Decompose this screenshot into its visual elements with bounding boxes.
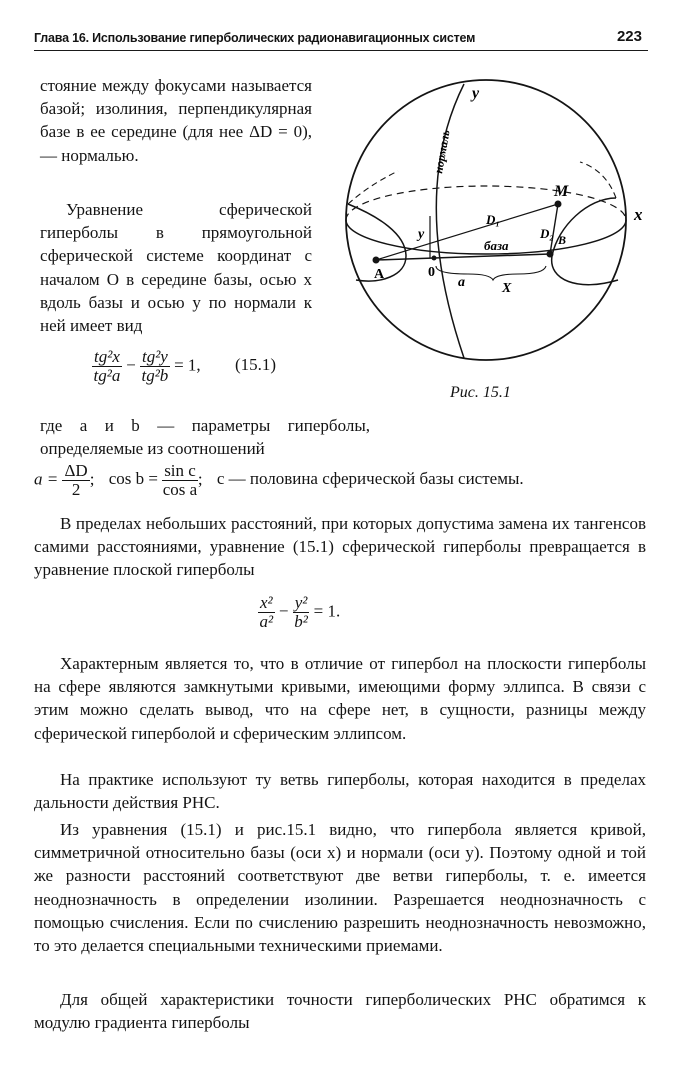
label-M: M <box>554 183 569 200</box>
point-B <box>547 251 554 258</box>
paragraph-practice: На практике используют ту ветвь гиперболы, которая находится в пределах дальности действия РНС. <box>34 770 646 813</box>
x-brace <box>436 266 546 280</box>
formula-plane-hyperbola: $\frac{\text{x²}}{\text{a²}}$ − $\frac{\text{y²}}{\text{b²}}$ = 1. <box>259 593 341 631</box>
label-a: a <box>458 275 465 290</box>
label-y-segment: y <box>418 227 425 242</box>
label-normal: нормаль <box>431 128 453 175</box>
fraction-sin-cos: $\frac{\text{sin c}}{\text{cos a}}$ <box>162 461 198 499</box>
label-B: B <box>558 233 567 247</box>
figure-15-1 <box>318 66 658 376</box>
page-number: 223 <box>616 28 642 45</box>
paragraph-equation-intro: Уравнение сферической гиперболы в прямоугольной сферической системе координат с началом O в середине базы, осью x вдоль базы и осью y по нормали к ней имеет вид <box>40 200 312 336</box>
label-base: база <box>484 238 509 253</box>
running-header <box>34 28 648 51</box>
fraction-tgx: $\frac{\text{tg²x}}{\text{tg²a}}$ <box>93 347 121 385</box>
label-A: A <box>374 267 385 282</box>
parameter-relations: a = $\frac{\Delta D}{2}$ ; cos b = $\frac{\text{sin c}}{\text{cos a}}$ ; c — половина сферической базы системы. <box>34 461 524 499</box>
fraction-tgy: $\frac{\text{tg²y}}{\text{tg²b}}$ <box>141 347 169 385</box>
chapter-title: Глава 16. Использование гиперболических радионавигационных систем <box>34 31 476 45</box>
paragraph-closed-curves: Характерным является то, что в отличие от гипербол на плоскости гиперболы на сфере являются замкнутыми кривыми, имеющими форму эллипса. В связи с этим можно сделать вывод, что на сфере нет, в сущности, разницы между сферической гиперболой и сферическим эллипсом. <box>34 654 646 743</box>
label-O: 0 <box>428 265 435 280</box>
point-A <box>373 257 380 264</box>
formula-15-1: $\frac{\text{tg²x}}{\text{tg²a}}$ − $\frac{\text{tg²y}}{\text{tg²b}}$ = 1, (15.1) <box>93 347 277 385</box>
paragraph-small-distances: В пределах небольших расстояний, при которых допустима замена их тангенсов самими расстояниями, уравнение (15.1) сферической гиперболы превращается в уравнение плоской гиперболы <box>34 514 646 580</box>
normal-meridian <box>436 84 464 358</box>
equation-number: (15.1) <box>234 355 277 375</box>
label-X: X <box>502 281 512 296</box>
label-D1: D₁ <box>486 212 500 227</box>
paragraph-parameters: где a и b — параметры гиперболы, определяемые из соотношений <box>40 416 370 459</box>
fraction-delta-d: $\frac{\Delta D}{2}$ <box>64 461 88 499</box>
label-D2: D₂ <box>540 226 554 241</box>
figure-caption: Рис. 15.1 <box>450 384 511 401</box>
base-line <box>376 254 550 260</box>
point-O <box>432 256 437 261</box>
paragraph-symmetry: Из уравнения (15.1) и рис.15.1 видно, что гипербола является кривой, симметричной относительно базы (оси x) и нормали (оси y). Поэтому одной и той же разности расстояний соответствуют две ветви гиперболы, т. е. имеется неоднозначность в определении изолинии. Разрешается неоднозначность с помощью счисления. Если по счислению разрешить неоднозначность невозможно, то это делается специальными техническими приемами. <box>34 820 646 956</box>
point-M <box>555 201 562 208</box>
paragraph-base-definition: стояние между фокусами называется базой; изолиния, перпендикулярная базе в ее середине (для нее ΔD = 0), — нормалью. <box>40 76 312 165</box>
label-x-axis: x <box>634 205 643 224</box>
paragraph-accuracy: Для общей характеристики точности гиперболических РНС обратимся к модулю градиента гиперболы <box>34 990 646 1033</box>
label-y-axis: y <box>472 85 480 102</box>
